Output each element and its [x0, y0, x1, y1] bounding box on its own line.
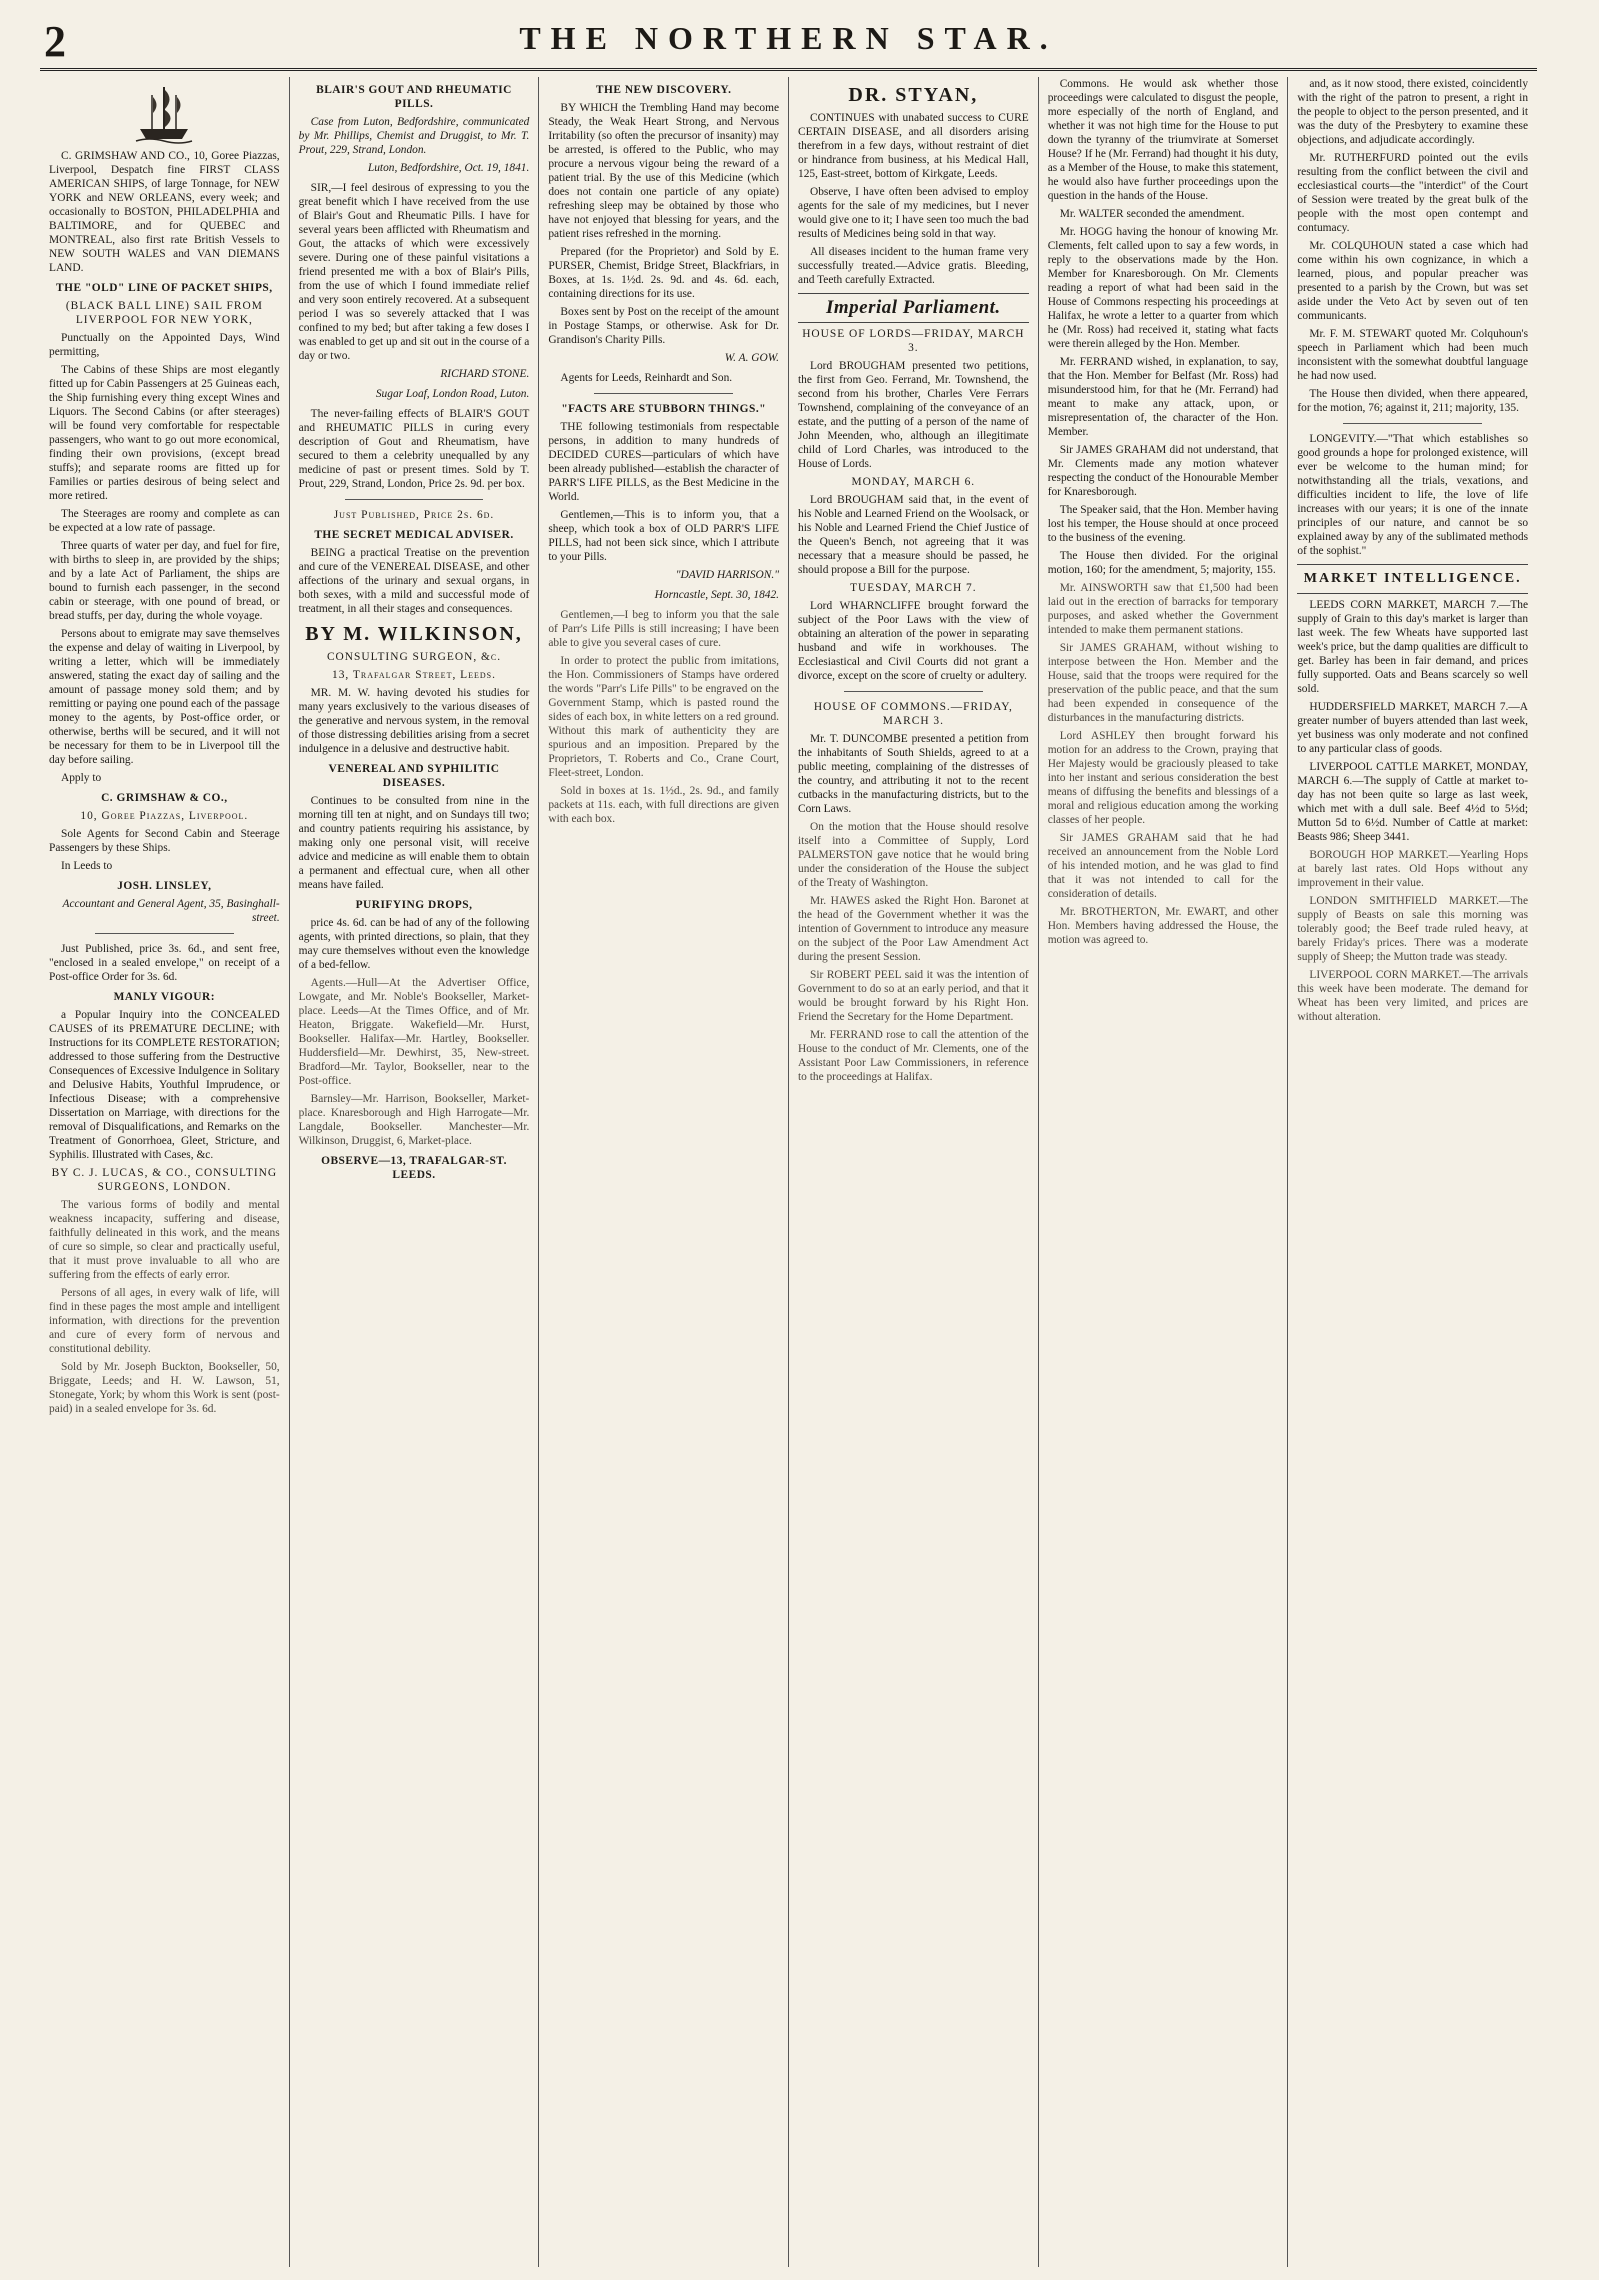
debate-body-1: Commons. He would ask whether those proceedings were calculated to disgust the people, more especially of the north of England, and whether it was not high time for the House to put down the tyranny of the triumvirate at Somerset House? If he (Mr. Ferrand) had thought it his duty, as a Member of the House, to make this statement, he would also have further proceedings upon the question in the hands of the House.	[1047, 78, 1279, 202]
debate-body-7: The House then divided. For the original motion, 160; for the amendment, 5; majority, 155.	[1047, 550, 1279, 576]
vigour-body: a Popular Inquiry into the CONCEALED CAUSES of its PREMATURE DECLINE; with Instructions for its COMPLETE RESTORATION; addressed to those suffering from the Destructive Consequences of Excessive Indulgence in Solitary and Delusive Habits, Youthful Imprudence, or Infectious Disease; with a comprehensive Dissertation on Marriage, with directions for the removal of Disqualifications, and Remarks on the Treatment of Gonorrhoea, Gleet, Stricture, and Syphilis. Illustrated with Cases, &c.	[49, 1009, 280, 1161]
monday-body: Lord BROUGHAM said that, in the event of his Noble and Learned Friend on the Woolsack, or his Noble and Learned Friend the Chief Justice of the Queen's Bench, not agreeing that it was necessary that a measure should be passed, he should propose a Bill for the purpose.	[798, 494, 1029, 576]
harrison-address: Horncastle, Sept. 30, 1842.	[654, 589, 780, 601]
newspaper-title: THE NORTHERN STAR.	[519, 20, 1058, 56]
scotch-church-body-5: The House then divided, when there appeared, for the motion, 76; against it, 211; majority, 135.	[1297, 388, 1529, 414]
scotch-church-body-3: Mr. COLQUHOUN stated a case which had come within his own cognizance, in which a learned, pious, and popular preacher was presented to a parish by the Crown, but was set aside under the Veto Act by seven out of ten communicants.	[1297, 240, 1529, 322]
ship-advert-text: C. GRIMSHAW AND CO., 10, Goree Piazzas, Liverpool, Despatch fine FIRST CLASS AMERICAN SHIPS, of large Tonnage, for NEW YORK and NEW ORLEANS, every week; and occasionally to BOSTON, PHILADELPHIA and BALTIMORE, and for QUEBEC and MONTREAL, also first rate British Vessels to NEW SOUTH WALES and VAN DIEMANS LAND.	[49, 150, 280, 274]
tuesday-body: Lord WHARNCLIFFE brought forward the subject of the Poor Laws with the view of obtaining an alteration of the power in separating husband and wife in workhouses. The Ecclesiastical and Civil Courts did not grant a divorce, except on the score of cruelty or adultery.	[798, 600, 1029, 682]
old-parr-letter: Gentlemen,—This is to inform you, that a sheep, which took a box of OLD PARR'S LIFE PILLS, had not been sick since, which I attribute to your Pills.	[548, 509, 780, 563]
wilkinson-title: CONSULTING SURGEON, &c.	[326, 651, 502, 663]
debate-body-2: Mr. WALTER seconded the amendment.	[1059, 208, 1245, 220]
market-report-1: LEEDS CORN MARKET, MARCH 7.—The supply of Grain to this day's market is larger than last week. The few Wheats have supported last week's price, but the damp qualities are difficult to get. Barley has been in fair demand, and prices fully supported. Oats and Beans scarcely so well sold.	[1297, 599, 1529, 695]
house-of-lords-body: Lord BROUGHAM presented two petitions, the first from Geo. Ferrand, Mr. Townshend, the second from his brother, Charles Vere Ferrars Townshend, complaining of the conveyance of an estate, and the putting of a person of the name of John Meenden, who, although an illegitimate child of Lord Charles, was introduced to the House of Lords.	[798, 360, 1029, 470]
house-of-commons-heading: HOUSE OF COMMONS.—FRIDAY, MARCH 3.	[813, 701, 1013, 727]
packet-line-subheading: (BLACK BALL LINE) SAIL FROM LIVERPOOL FOR NEW YORK,	[65, 300, 263, 326]
column-3	[538, 77, 788, 2267]
house-of-lords-heading: HOUSE OF LORDS—FRIDAY, MARCH 3.	[802, 328, 1025, 354]
ship-advert-body-3: Three quarts of water per day, and fuel for fire, with births to sleep in, are provided by the ships; and by a late Act of Parliament, the ships are bound to furnish each passenger, in the second cabin or steerage, with one pound of bread, or bread stuffs, per day, during the whole voyage.	[49, 540, 280, 622]
monday-heading: MONDAY, MARCH 6.	[851, 476, 976, 488]
new-discovery-body-1: BY WHICH the Trembling Hand may become Steady, the Weak Heart Strong, and Nervous Irritability (so often the precursor of insanity) may be arrested, is offered to the Public, who may procure a nervous vigour being the reward of a patient trial. By the use of this Medicine (which does not contain one particle of any opiate) refreshing sleep may be obtained by those who have not enjoyed that blessing for years, and the patient rises refreshed in the morning.	[548, 102, 780, 240]
column-1-remaining-text: The various forms of bodily and mental weakness incapacity, suffering and disease, faithfully delineated in this work, and the means of cure so simple, so clear and practically useful, that it must prove invaluable to all who are suffering from the effects of early error. Persons of all ages, in every walk of life, will find in these pages the most ample and intelligent information, with directions for the prevention and cure of every form of nervous and constitutional debility. Sold by Mr. Joseph Buckton, Bookseller, 50, Briggate, Leeds; and H. W. Lawson, 51, Stonegate, York; by whom this Work is sent (post-paid) in a sealed envelope for 3s. 6d.	[49, 1199, 280, 1415]
leeds-agents-line: Agents for Leeds, Reinhardt and Son.	[560, 372, 733, 384]
wilkinson-address: 13, Trafalgar Street, Leeds.	[332, 669, 496, 681]
column-1	[40, 77, 289, 2267]
longevity-article: LONGEVITY.—"That which establishes so good grounds a hope for prolonged existence, will ever be welcome to the human mind; for notwithstanding all the trials, vexations, and difficulties incident to life, the love of life increases with our years; it is one of the innate principles of our nature, and cannot be so explained away by any of the sublimated methods of the sophist."	[1297, 433, 1529, 557]
purifying-drops-heading: PURIFYING DROPS,	[355, 899, 473, 911]
vigour-preamble: Just Published, price 3s. 6d., and sent free, "enclosed in a sealed envelope," on receipt of a Post-office Order for 3s. 6d.	[49, 943, 280, 983]
wilkinson-body: MR. M. W. having devoted his studies for many years exclusively to the various diseases of the generative and nervous system, in the removal of those distressing debilities arising from a secret indulgence in a delusive and destructive habit.	[298, 687, 530, 755]
debate-body-3: Mr. HOGG having the honour of knowing Mr. Clements, felt called upon to say a few words, in reply to the observations made by the Hon. Member for Knaresborough. On Mr. Clements reading a report of what had been said in the House of Commons respecting his proceedings at Halifax, he wrote a letter to a quarter from which he (Mr. Ross) had received it, stating what facts were therein alleged by the Hon. Member.	[1047, 226, 1279, 350]
column-2	[289, 77, 539, 2267]
ship-advert-body-4: Persons about to emigrate may save themselves the expense and delay of waiting in Liverpool, by writing a letter, which will be immediately answered, stating the exact day of sailing and the amount of passage money sold them; and by remitting or paying one pound each of the passage money to the agents, by Post-office order, or otherwise, berths will be secured, and it will not be necessary for them to be in Liverpool till the day before sailing.	[49, 628, 280, 766]
scotch-church-body-2: Mr. RUTHERFURD pointed out the evils resulting from the conflict between the civil and ecclesiastical courts—the "interdict" of the Court of Session were treated by the great bulk of the people with the most open contempt and contumacy.	[1297, 152, 1529, 234]
stubborn-facts-body: THE following testimonials from respectable persons, in addition to many hundreds of DECIDED CURES—particulars of which have been already published—establish the character of PARR'S LIFE PILLS, as the Best Medicine in the World.	[548, 421, 780, 503]
vigour-heading: MANLY VIGOUR:	[113, 991, 215, 1003]
tuesday-heading: TUESDAY, MARCH 7.	[850, 582, 977, 594]
divider	[594, 393, 732, 394]
apply-line: Apply to	[61, 772, 102, 784]
divider	[95, 933, 233, 934]
new-discovery-body-3: Boxes sent by Post on the receipt of the amount in Postage Stamps, or otherwise. Ask for Dr. Grandison's Charity Pills.	[548, 306, 780, 346]
agent-address: 10, Goree Piazzas, Liverpool.	[80, 810, 249, 822]
column-6	[1287, 77, 1537, 2267]
gout-pills-price: The never-failing effects of BLAIR'S GOUT and RHEUMATIC PILLS in curing every description of Gout and Rheumatism, have secured to them a celebrity unequalled by any medicine of past or present times. Sold by T. Prout, 229, Strand, London, Price 2s. 9d. per box.	[298, 408, 530, 490]
packet-line-heading: THE "OLD" LINE OF PACKET SHIPS,	[56, 282, 273, 294]
book-published-line: Just Published, Price 2s. 6d.	[333, 509, 495, 521]
dr-styan-body-2: Observe, I have often been advised to employ agents for the sale of my medicines, but I never would give one to it; I have seen too much the bad results of Medicines being sold in that way.	[798, 186, 1029, 240]
wilkinson-byline: BY M. WILKINSON,	[305, 623, 523, 645]
dr-styan-body-1: CONTINUES with unabated success to CURE CERTAIN DISEASE, and all disorders arising therefrom in a few days, without restraint of diet or hindrance from business, at his Medical Hall, 125, East-street, bottom of Kirkgate, Leeds.	[798, 112, 1029, 180]
agent-name: C. GRIMSHAW & CO.,	[101, 792, 228, 804]
columns	[40, 77, 1537, 2267]
column-4-remaining-text: On the motion that the House should resolve itself into a Committee of Supply, Lord PALMERSTON gave notice that he would bring under the consideration of the House the subject of the Treaty of Washington. Mr. HAWES asked the Right Hon. Baronet at the head of the Government whether it was the intention of Government to introduce any measure on the subject of the Poor Law Amendment Act during the present Session. Sir ROBERT PEEL said it was the intention of Government to do so at an early period, and that it would be brought forward by his Right Hon. Friend the Secretary for the Home Department. Mr. FERRAND rose to call the attention of the House to the conduct of Mr. Clements, one of the Assistant Poor Law Commissioners, in reference to the proceedings at Halifax.	[798, 821, 1029, 1083]
gout-pills-letter: SIR,—I feel desirous of expressing to you the great benefit which I have received from the use of Blair's Gout and Rheumatic Pills. I have for several years been afflicted with Rheumatism and Gout, the attacks of which were excessively severe. During one of these painful visitations a friend presented me with a box of Blair's Pills, from the use of which I found immediate relief and very soon entirely recovered. At a subsequent period I was so severely attacked that I was confined to my bed; but after taking a few doses I was enabled to get up and sit out in the course of a day or two.	[298, 182, 530, 362]
column-5-remaining-text: Mr. AINSWORTH saw that £1,500 had been laid out in the erection of barracks for temporary purposes, and asked whether the Government intended to make them permanent stations. Sir JAMES GRAHAM, without wishing to interpose between the Hon. Member and the House, said that the troops were required for the preservation of the public peace, and that the sum had been expended in consequence of the disturbances in the manufacturing districts. Lord ASHLEY then brought forward his motion for an address to the Crown, praying that Her Majesty would be graciously pleased to take into her instant and serious consideration the best means of diffusing the benefits and blessings of a moral and religious education among the working classes of her people. Sir JAMES GRAHAM said that he had received an announcement from the Noble Lord of his intended motion, and he was glad to find that it was not intended to call for the consideration of details. Mr. BROTHERTON, Mr. EWART, and other Hon. Members having addressed the House, the motion was agreed to.	[1047, 582, 1279, 946]
venereal-heading: VENEREAL AND SYPHILITIC DISEASES.	[328, 763, 500, 789]
observe-address: OBSERVE—13, TRAFALGAR-ST. LEEDS.	[321, 1155, 507, 1181]
gow-signature: W. A. GOW.	[724, 352, 780, 364]
scotch-church-body-1: and, as it now stood, there existed, coincidently with the right of the patron to present, a right in the people to object to the person presented, and it was the duty of the Presbytery to examine these objections, and adjudicate accordingly.	[1297, 78, 1529, 146]
leeds-agent-desc: Accountant and General Agent, 35, Basinghall-street.	[62, 898, 280, 924]
stubborn-facts-heading: "FACTS ARE STUBBORN THINGS."	[561, 403, 767, 415]
dr-styan-body-3: All diseases incident to the human frame very successfully treated.—Advice gratis. Bleeding, and Teeth carefully Extracted.	[798, 246, 1029, 286]
market-intelligence-heading: MARKET INTELLIGENCE.	[1297, 564, 1528, 594]
house-of-commons-body: Mr. T. DUNCOMBE presented a petition from the inhabitants of South Shields, agreed to at a public meeting, complaining of the distresses of the country, and attributing it not to the recent cutbacks in the manufacturing districts, but to the Corn Laws.	[798, 733, 1029, 815]
divider	[844, 691, 982, 692]
ship-icon	[134, 81, 194, 145]
ship-advert-body-2: The Steerages are roomy and complete as can be expected at a low rate of passage.	[49, 508, 280, 534]
gout-pills-date: Luton, Bedfordshire, Oct. 19, 1841.	[367, 162, 530, 174]
debate-body-5: Sir JAMES GRAHAM did not understand, that Mr. Clements made any motion whatever respecting the conduct of the Honourable Member for Knaresborough.	[1047, 444, 1279, 498]
secret-adviser-heading: THE SECRET MEDICAL ADVISER.	[314, 529, 514, 541]
debate-body-4: Mr. FERRAND wished, in explanation, to say, that the Hon. Member for Belfast (Mr. Ross) had misunderstood him, for that he (Mr. Ferrand) had meant to make any attack, upon, or misrepresentation of, the character of the Hon. Member.	[1047, 356, 1279, 438]
new-discovery-body-2: Prepared (for the Proprietor) and Sold by E. PURSER, Chemist, Bridge Street, Blackfriars, in Boxes, at 1s. 1½d. 2s. 9d. and 4s. 6d. each, containing directions for its use.	[548, 246, 780, 300]
gout-pills-signature: RICHARD STONE.	[440, 368, 530, 380]
column-3-remaining-text: Gentlemen,—I beg to inform you that the sale of Parr's Life Pills is still increasing; I have been able to give you several cases of cure. In order to protect the public from imitations, the Hon. Commissioners of Stamps have ordered the words "Parr's Life Pills" to be engraved on the Government Stamp, which is pasted round the sides of each box, in white letters on a red ground. Without this mark of authenticity they are spurious and an imposition. Prepared by the Proprietors, T. Roberts and Co., Crane Court, Fleet-street, London. Sold in boxes at 1s. 1½d., 2s. 9d., and family packets at 11s. each, with full directions are given with each box.	[548, 609, 780, 825]
column-5	[1038, 77, 1288, 2267]
purifying-drops-body: price 4s. 6d. can be had of any of the following agents, with printed directions, so plain, that they may cure themselves without even the knowledge of a bed-fellow.	[298, 917, 530, 971]
packet-line-body: Punctually on the Appointed Days, Wind permitting,	[49, 332, 280, 358]
divider	[345, 499, 483, 500]
venereal-body: Continues to be consulted from nine in the morning till ten at night, and on Sundays till two; and country patients requiring his assistance, by making only one personal visit, will receive advice and medicine as will enable them to obtain a permanent and effectual cure, when all other means have failed.	[298, 795, 530, 891]
gout-pills-signature-address: Sugar Loaf, London Road, Luton.	[375, 388, 530, 400]
divider	[1343, 423, 1481, 424]
page-number: 2	[44, 17, 66, 66]
vigour-byline: BY C. J. LUCAS, & CO., CONSULTING SURGEONS, LONDON.	[51, 1167, 278, 1193]
debate-body-6: The Speaker said, that the Hon. Member having lost his temper, the House should at once proceed to the business of the evening.	[1047, 504, 1279, 544]
gout-pills-case-line: Case from Luton, Bedfordshire, communicated by Mr. Phillips, Chemist and Druggist, to Mr. T. Prout, 229, Strand, London.	[298, 116, 530, 156]
secret-adviser-body: BEING a practical Treatise on the prevention and cure of the VENEREAL DISEASE, and other affections of the urinary and sexual organs, in both sexes, with a mild and successful mode of treatment, in all their stages and consequences.	[298, 547, 530, 615]
harrison-signature: "DAVID HARRISON."	[675, 569, 780, 581]
market-report-2: HUDDERSFIELD MARKET, MARCH 7.—A greater number of buyers attended than last week, yet business was only moderate and not confined to any particular class of goods.	[1297, 701, 1529, 755]
leeds-agent-name: JOSH. LINSLEY,	[117, 880, 212, 892]
dr-styan-heading: DR. STYAN,	[848, 84, 979, 106]
gout-pills-heading: BLAIR'S GOUT AND RHEUMATIC PILLS.	[316, 84, 512, 110]
imperial-parliament-heading: Imperial Parliament.	[798, 293, 1029, 323]
ship-advert-body-1: The Cabins of these Ships are most elegantly fitted up for Cabin Passengers at 25 Guineas each, the Ship furnishing every thing except Wines and Liquors. The Second Cabins (or after steerages) will be found very comfortable for respectable passengers, who want to go out more economical, finding their own provisions, (except bread stuffs); and separate rooms are fitted up for Families or parties desirous of being select and more retired.	[49, 364, 280, 502]
column-4	[788, 77, 1038, 2267]
new-discovery-heading: THE NEW DISCOVERY.	[595, 84, 732, 96]
scotch-church-body-4: Mr. F. M. STEWART quoted Mr. Colquhoun's speech in Parliament which had been much inconsistent with the somewhat doubtful language he had now used.	[1297, 328, 1529, 382]
column-6-remaining-text: BOROUGH HOP MARKET.—Yearling Hops at barely last rates. Old Hops without any improvement in their value. LONDON SMITHFIELD MARKET.—The supply of Beasts on sale this morning was tolerably good; the Beef trade ruled heavy, at barely Friday's prices. There was a moderate supply of Sheep; the Mutton trade was steady. LIVERPOOL CORN MARKET.—The arrivals this week have been moderate. The demand for Wheat has been very limited, and prices are without alteration.	[1297, 849, 1529, 1023]
masthead	[40, 0, 1537, 71]
market-report-3: LIVERPOOL CATTLE MARKET, MONDAY, MARCH 6.—The supply of Cattle at market to-day has not been quite so large as last week, which met with a dull sale. Beef 4½d to 5½d; Mutton 5d to 6½d. Number of Cattle at market: Beasts 986; Sheep 3441.	[1297, 761, 1529, 843]
agent-note: Sole Agents for Second Cabin and Steerage Passengers by these Ships.	[49, 828, 280, 854]
leeds-line: In Leeds to	[61, 860, 113, 872]
column-2-remaining-text: Agents.—Hull—At the Advertiser Office, Lowgate, and Mr. Noble's Bookseller, Market-place. Leeds—At the Times Office, and of Mr. Heaton, Briggate. Wakefield—Mr. Hurst, Bookseller. Halifax—Mr. Hartley, Bookseller. Huddersfield—Mr. Dewhirst, 35, New-street. Bradford—Mr. Taylor, Bookseller, near to the Post-office. Barnsley—Mr. Harrison, Bookseller, Market-place. Knaresborough and High Harrogate—Mr. Langdale, Bookseller. Manchester—Mr. Wilkinson, Druggist, 6, Market-place.	[298, 977, 530, 1147]
